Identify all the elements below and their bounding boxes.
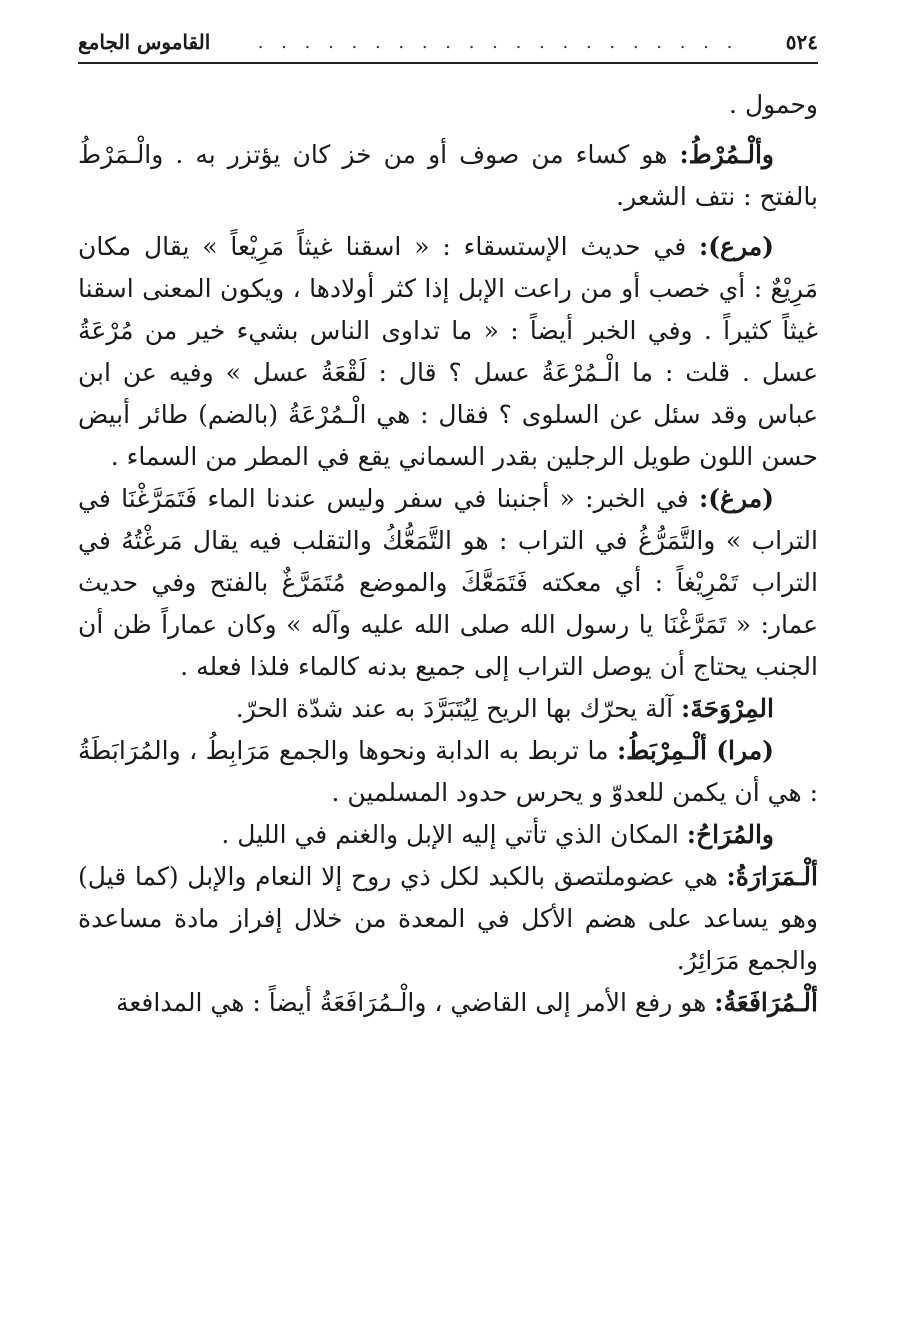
entry-headword: (مرا) ألْـمِرْبَطُ:: [616, 736, 775, 765]
entry-mirwaha: [78, 688, 818, 730]
header-dot-leader: . . . . . . . . . . . . . . . . . . . . .: [257, 31, 739, 53]
entry-mirbat: [78, 730, 818, 814]
page: [78, 22, 818, 1024]
entry-margh: [78, 478, 818, 688]
entry-text: ما تربط به الدابة ونحوها والجمع مَرَابِطُ ، والمُرَابَطَةُ : هي أن يكمن للعدوّ و يحرس حدود المسلمين .: [78, 736, 818, 807]
running-title: القاموس الجامع: [78, 30, 211, 54]
entry-headword: وألْـمُرْطُ:: [679, 140, 774, 169]
entry-headword: والمُرَاحُ:: [686, 820, 774, 849]
entry-headword: المِرْوَحَةَ:: [681, 694, 774, 723]
entry-text: آلة يحرّك بها الريح لِيُتَبَرَّدَ به عند شدّة الحرّ.: [235, 694, 682, 723]
entry-headword: (مرغ):: [699, 484, 774, 513]
entry-murah: [78, 814, 818, 856]
entry-text: هي عضوملتصق بالكبد لكل ذي روح إلا النعام والإبل (كما قيل) وهو يساعد على هضم الأكل في المعدة من خلال إفراز مادة مساعدة والجمع مَرَائِرُ.: [78, 862, 818, 975]
entry-mara: [78, 226, 818, 478]
entry-headword: ألْـمَرَارَةُ:: [726, 862, 818, 891]
entry-murt: [78, 134, 818, 218]
entry-murafaa: [78, 982, 818, 1024]
entry-headword: (مرع):: [699, 232, 774, 261]
entry-marara: [78, 856, 818, 982]
entry-text: هو رفع الأمر إلى القاضي ، والْـمُرَافَعَةُ أيضاً : هي المدافعة: [115, 988, 715, 1017]
entry-text: وحمول .: [729, 90, 818, 119]
dictionary-body: [78, 84, 818, 1024]
page-number: ٥٢٤: [785, 30, 818, 54]
entry-text: هو كساء من صوف أو من خز كان يؤتزر به . والْـمَرْطُ بالفتح : نتف الشعر.: [78, 140, 818, 211]
page-header: [78, 22, 818, 64]
paragraph-continuation: [78, 84, 818, 126]
entry-headword: ألْـمُرَافَعَةُ:: [714, 988, 818, 1017]
entry-text: في حديث الإستسقاء : « اسقنا غيثاً مَرِيْعاً » يقال مكان مَرِيْعٌ : أي خصب أو من راعت الإبل إذا كثر أولادها ، ويكون المعنى اسقنا غيثاً كثيراً . وفي الخبر أيضاً : « ما تداوى الناس بشيء خير من مُرْعَةُ عسل . قلت : ما الْـمُرْعَةُ عسل ؟ قال : لَقْعَةُ عسل » وفيه عن ابن عباس وقد سئل عن السلوى ؟ فقال : هي الْـمُرْعَةُ (بالضم) طائر أبيض حسن اللون طويل الرجلين بقدر السماني يقع في المطر من السماء .: [78, 232, 818, 471]
entry-text: المكان الذي تأتي إليه الإبل والغنم في الليل .: [221, 820, 687, 849]
entry-text: في الخبر: « أجنبنا في سفر وليس عندنا الماء فَتَمَرَّغْنَا في التراب » والتَّمَرُّغُ في التراب : هو التَّمَعُّكُ والتقلب فيه يقال مَرغْتُهُ في التراب تَمْرِيْغاً : أي معكته فَتَمَعَّكَ والموضع مُتَمَرَّغٌ بالفتح وفي حديث عمار: « تَمَرَّغْنَا يا رسول الله صلى الله عليه وآله » وكان عماراً ظن أن الجنب يحتاج أن يوصل التراب إلى جميع بدنه كالماء فلذا فعله .: [78, 484, 818, 681]
